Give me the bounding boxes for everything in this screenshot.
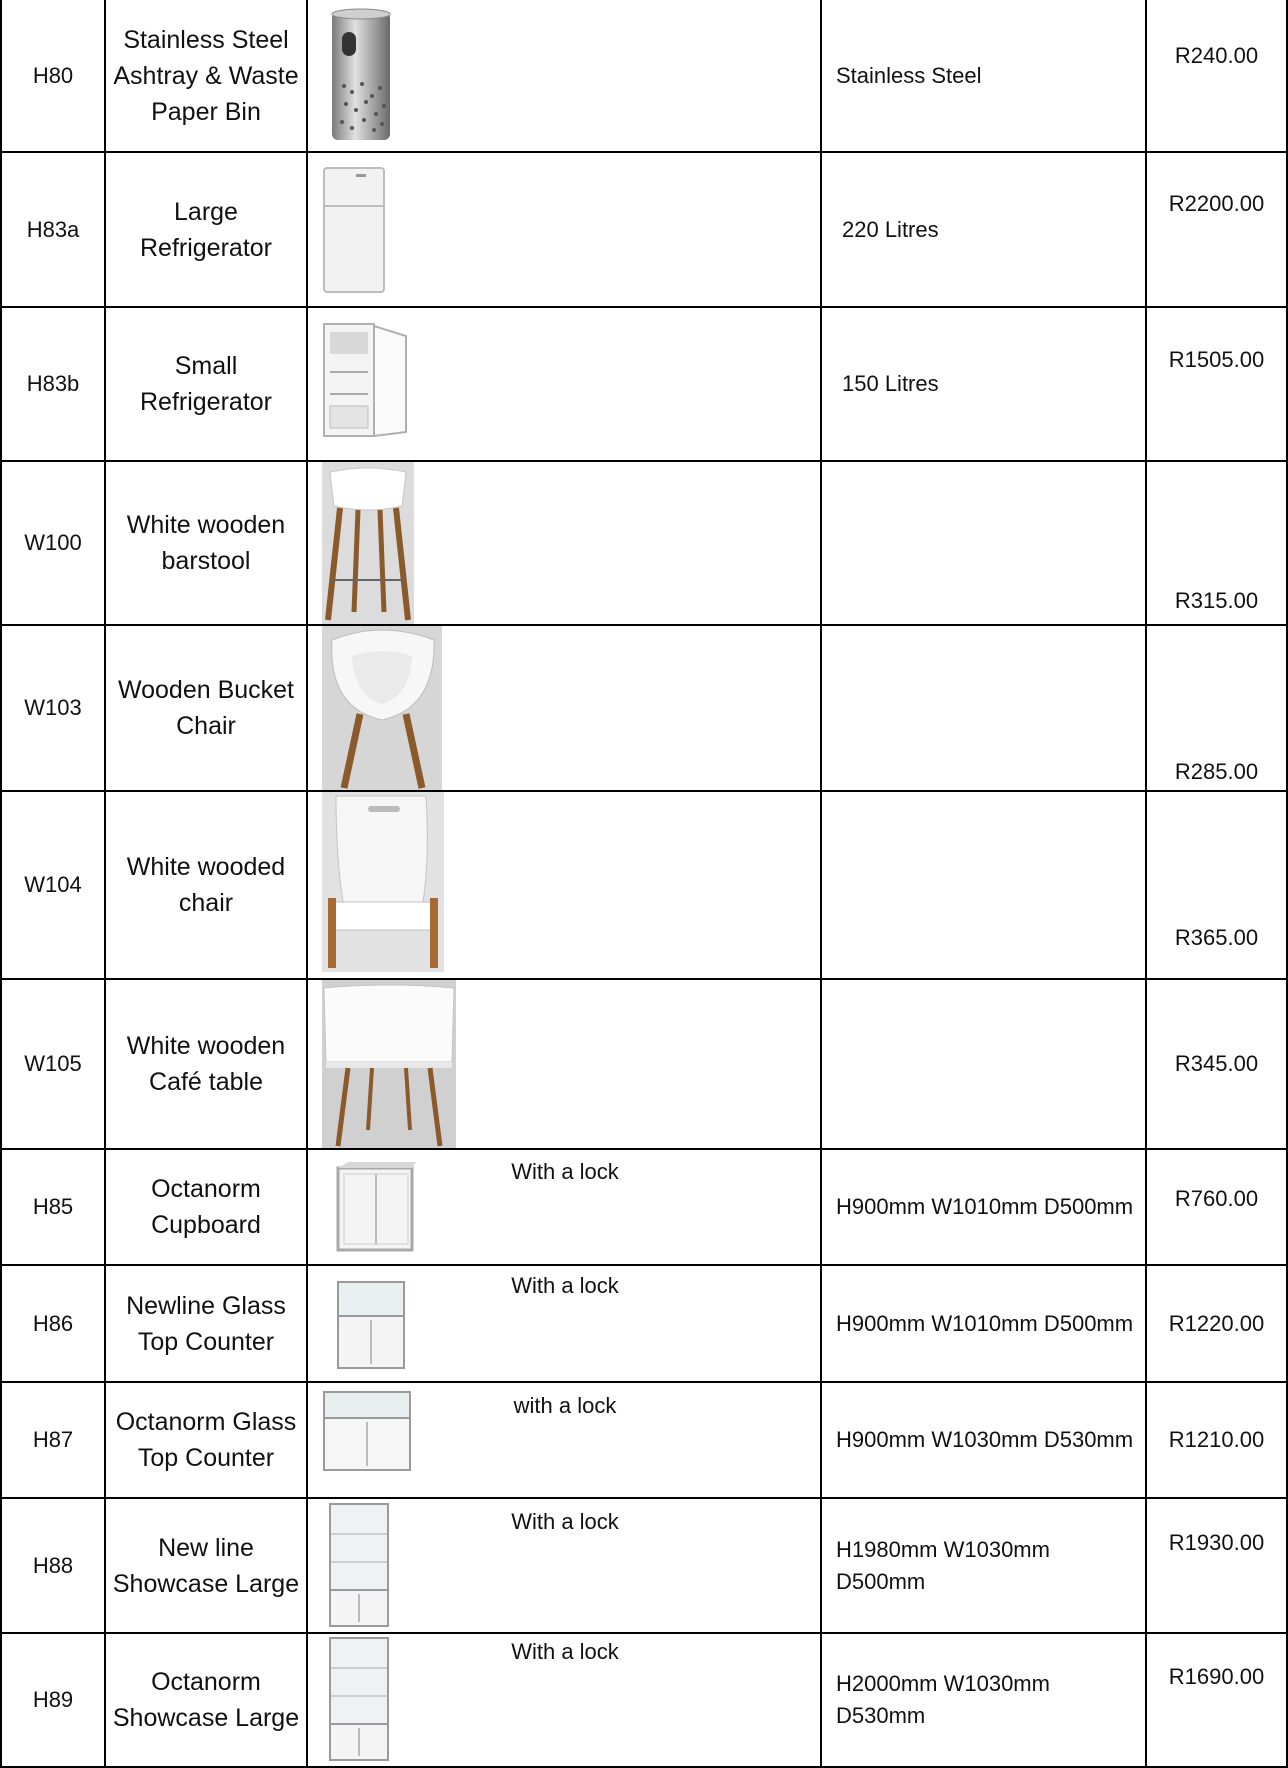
cupboard-icon: [336, 1160, 416, 1254]
showcase-icon: [326, 1634, 394, 1764]
item-code: H87: [32, 1427, 74, 1452]
cafe-table-icon: [322, 980, 456, 1148]
item-spec: H1980mm W1030mm D500mm: [836, 1536, 1050, 1594]
bucket-chair-icon: [322, 626, 442, 790]
item-code: W100: [24, 530, 82, 555]
item-name: Small Refrigerator: [140, 352, 272, 416]
item-code: H83a: [26, 216, 80, 242]
table-divider-name: [306, 0, 308, 1768]
item-name: Octanorm Glass Top Counter: [115, 1408, 297, 1472]
item-code: H89: [32, 1687, 74, 1712]
ashtray-bin-icon: [322, 6, 402, 146]
item-note: With a lock: [511, 1509, 619, 1534]
item-price: R1505.00: [1168, 347, 1265, 372]
item-name: White wooden Café table: [126, 1032, 286, 1096]
item-price: R2200.00: [1168, 191, 1265, 216]
item-code: H85: [32, 1194, 74, 1219]
glass-counter-icon: [336, 1278, 408, 1372]
item-price: R760.00: [1174, 1186, 1259, 1211]
item-code: H86: [32, 1310, 74, 1336]
barstool-icon: [322, 462, 414, 624]
item-name: Wooden Bucket Chair: [117, 676, 295, 740]
item-name: Octanorm Cupboard: [151, 1175, 261, 1239]
item-spec: H900mm W1030mm D530mm: [836, 1427, 1134, 1452]
item-note: With a lock: [511, 1273, 619, 1298]
item-price: R1930.00: [1168, 1530, 1265, 1555]
item-name: New line Showcase Large: [112, 1533, 300, 1598]
item-code: H88: [32, 1552, 74, 1578]
item-code: W104: [24, 872, 82, 897]
item-price: R345.00: [1174, 1051, 1259, 1076]
item-price: R285.00: [1174, 759, 1259, 784]
item-name: Newline Glass Top Counter: [126, 1291, 286, 1356]
small-fridge-icon: [322, 322, 410, 440]
item-spec: H2000mm W1030mm D530mm: [836, 1671, 1050, 1728]
item-name: White wooden barstool: [126, 511, 286, 575]
item-note: With a lock: [511, 1159, 619, 1184]
item-spec: H900mm W1010mm D500mm: [836, 1194, 1134, 1219]
table-divider-image: [820, 0, 822, 1768]
item-price: R315.00: [1174, 588, 1259, 613]
item-name: White wooded chair: [126, 853, 286, 917]
item-name: Large Refrigerator: [140, 197, 272, 262]
item-name: Stainless Steel Ashtray & Waste Paper Bin: [113, 25, 299, 126]
glass-counter-icon: [322, 1388, 414, 1478]
showcase-icon: [326, 1500, 394, 1630]
item-code: W105: [24, 1051, 82, 1076]
white-chair-icon: [322, 792, 444, 972]
item-price: R1220.00: [1168, 1310, 1265, 1336]
large-fridge-icon: [322, 166, 386, 294]
item-note: With a lock: [511, 1639, 619, 1664]
item-spec: 220 Litres: [842, 216, 939, 242]
item-price: R1210.00: [1168, 1427, 1265, 1452]
item-note: with a lock: [513, 1393, 617, 1418]
item-code: W103: [24, 695, 82, 720]
item-spec: H900mm W1010mm D500mm: [836, 1310, 1134, 1336]
item-code: H80: [32, 62, 74, 88]
item-price: R1690.00: [1168, 1664, 1265, 1689]
item-spec: 150 Litres: [842, 371, 939, 396]
item-price: R365.00: [1174, 925, 1259, 950]
item-name: Octanorm Showcase Large: [112, 1668, 300, 1732]
item-spec: Stainless Steel: [836, 62, 982, 88]
item-code: H83b: [26, 371, 80, 396]
item-price: R240.00: [1174, 43, 1259, 68]
